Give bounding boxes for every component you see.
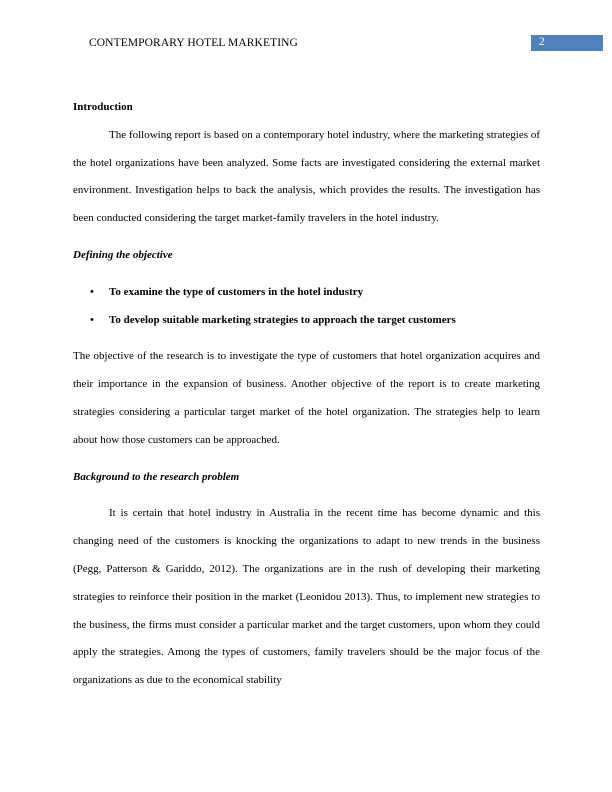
objective-list bbox=[73, 279, 540, 335]
running-head: CONTEMPORARY HOTEL MARKETING bbox=[89, 37, 298, 49]
introduction-paragraph: The following report is based on a contemporary hotel industry, where the marketing strategies of the hotel organizations have been analyzed. Some facts are investigated considering the external market environment. Investigation helps to back the analysis, which provides the results. The investigation has been conducted considering the target market-family travelers in the hotel industry. bbox=[73, 128, 540, 225]
document-body bbox=[73, 94, 540, 695]
bullet-dot-icon: • bbox=[90, 285, 94, 298]
page-number: 2 bbox=[539, 36, 545, 48]
objective-paragraph: The objective of the research is to investigate the type of customers that hotel organization acquires and their importance in the expansion of business. Another objective of the report is to create marketing strategies considering a particular target market of the hotel organization. The strategies help to learn about how those customers can be approached. bbox=[73, 350, 540, 446]
background-heading: Background to the research problem bbox=[73, 470, 240, 483]
list-item bbox=[90, 307, 540, 335]
introduction-heading: Introduction bbox=[73, 101, 133, 113]
list-item bbox=[90, 279, 540, 307]
objective-item-text: To develop suitable marketing strategies to approach the target customers bbox=[109, 313, 456, 326]
bullet-dot-icon: • bbox=[90, 313, 94, 326]
page-number-badge bbox=[531, 35, 603, 51]
objective-heading: Defining the objective bbox=[73, 248, 173, 261]
objective-item-text: To examine the type of customers in the hotel industry bbox=[109, 285, 364, 298]
background-paragraph: It is certain that hotel industry in Australia in the recent time has become dynamic and this changing need of the customers is knocking the organizations to adapt to new trends in the business (Pegg, Patterson & Gariddo, 2012). The organizations are in the rush of developing their marketing strategies to reinforce their position in the market (Leonidou 2013). Thus, to implement new strategies to the business, the firms must consider a particular market and the target customers, upon whom they could apply the strategies. Among the types of customers, family travelers should be the major focus of the organizations as due to the economical stability bbox=[73, 507, 540, 687]
